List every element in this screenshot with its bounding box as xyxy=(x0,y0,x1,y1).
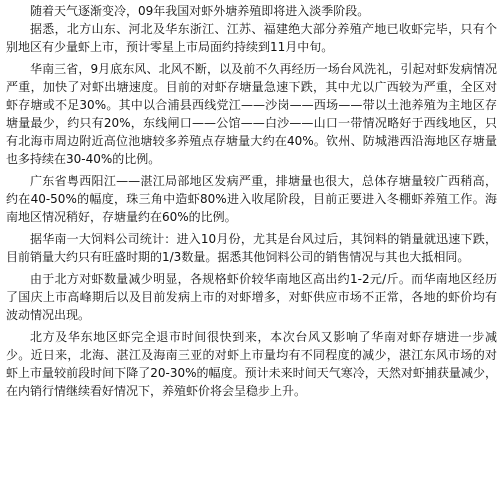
paragraph-prices: 由于北方对虾数量减少明显，各规格虾价较华南地区高出约1-2元/斤。而华南地区经历了国庆上市高峰期后以及目前发病上市的对虾增多，对虾供应市场不正常，各地的虾价均有波动情况出现。 xyxy=(6,272,497,322)
paragraph-outlook: 北方及华东地区虾完全退市时间很快到来，本次台风又影响了华南对虾存塘进一步减少。近日来，北海、湛江及海南三亚的对虾上市量均有不同程度的减少，湛江东风市场的对虾上市量较前段时间下降了20-30%的幅度。预计未来时间天气寒冷，天然对虾捕获量减少，在内销行情继续看好情况下，养殖虾价将会呈稳步上升。 xyxy=(6,330,497,398)
paragraph-north-harvest: 据悉，北方山东、河北及华东浙江、江苏、福建绝大部分养殖产地已收虾完毕，只有个别地区有少量虾上市，预计零星上市局面约持续到11月中旬。 xyxy=(6,22,497,54)
paragraph-guangdong-hainan: 广东省粤西阳江——湛江局部地区发病严重，排塘量也很大，总体存塘量较广西稍高，约在40-50%的幅度，珠三角中造虾80%进入收尾阶段，目前正要进入冬棚虾养殖工作。海南地区情况稍好，存塘量约在60%的比例。 xyxy=(6,174,497,224)
paragraph-feed-sales: 据华南一大饲料公司统计：进入10月份，尤其是台风过后，其饲料的销量就迅速下跌，目前销量大约只有旺盛时期的1/3数量。据悉其他饲料公司的销售情况与其也大抵相同。 xyxy=(6,232,497,264)
paragraph-intro: 随着天气逐渐变冷，09年我国对虾外塘养殖即将进入淡季阶段。 xyxy=(30,4,370,18)
paragraph-south-china-disease: 华南三省，9月底东风、北风不断，以及前不久再经历一场台风洗礼，引起对虾发病情况严重，加快了对虾出塘速度。目前的对虾存塘量急速下跌，其中尤以广西较为严重，全区对虾存塘或不足30%。其中以合浦县西线党江——沙岗——西场——带以土池养殖为主地区存塘量最少，约只有20%，东线闸口——公馆——白沙——山口一带情况略好于西线地区，只有北海市周边附近高位池塘较多养殖点存塘量大约在40%。钦州、防城港西沿海地区存塘量也多持续在30-40%的比例。 xyxy=(6,62,497,166)
